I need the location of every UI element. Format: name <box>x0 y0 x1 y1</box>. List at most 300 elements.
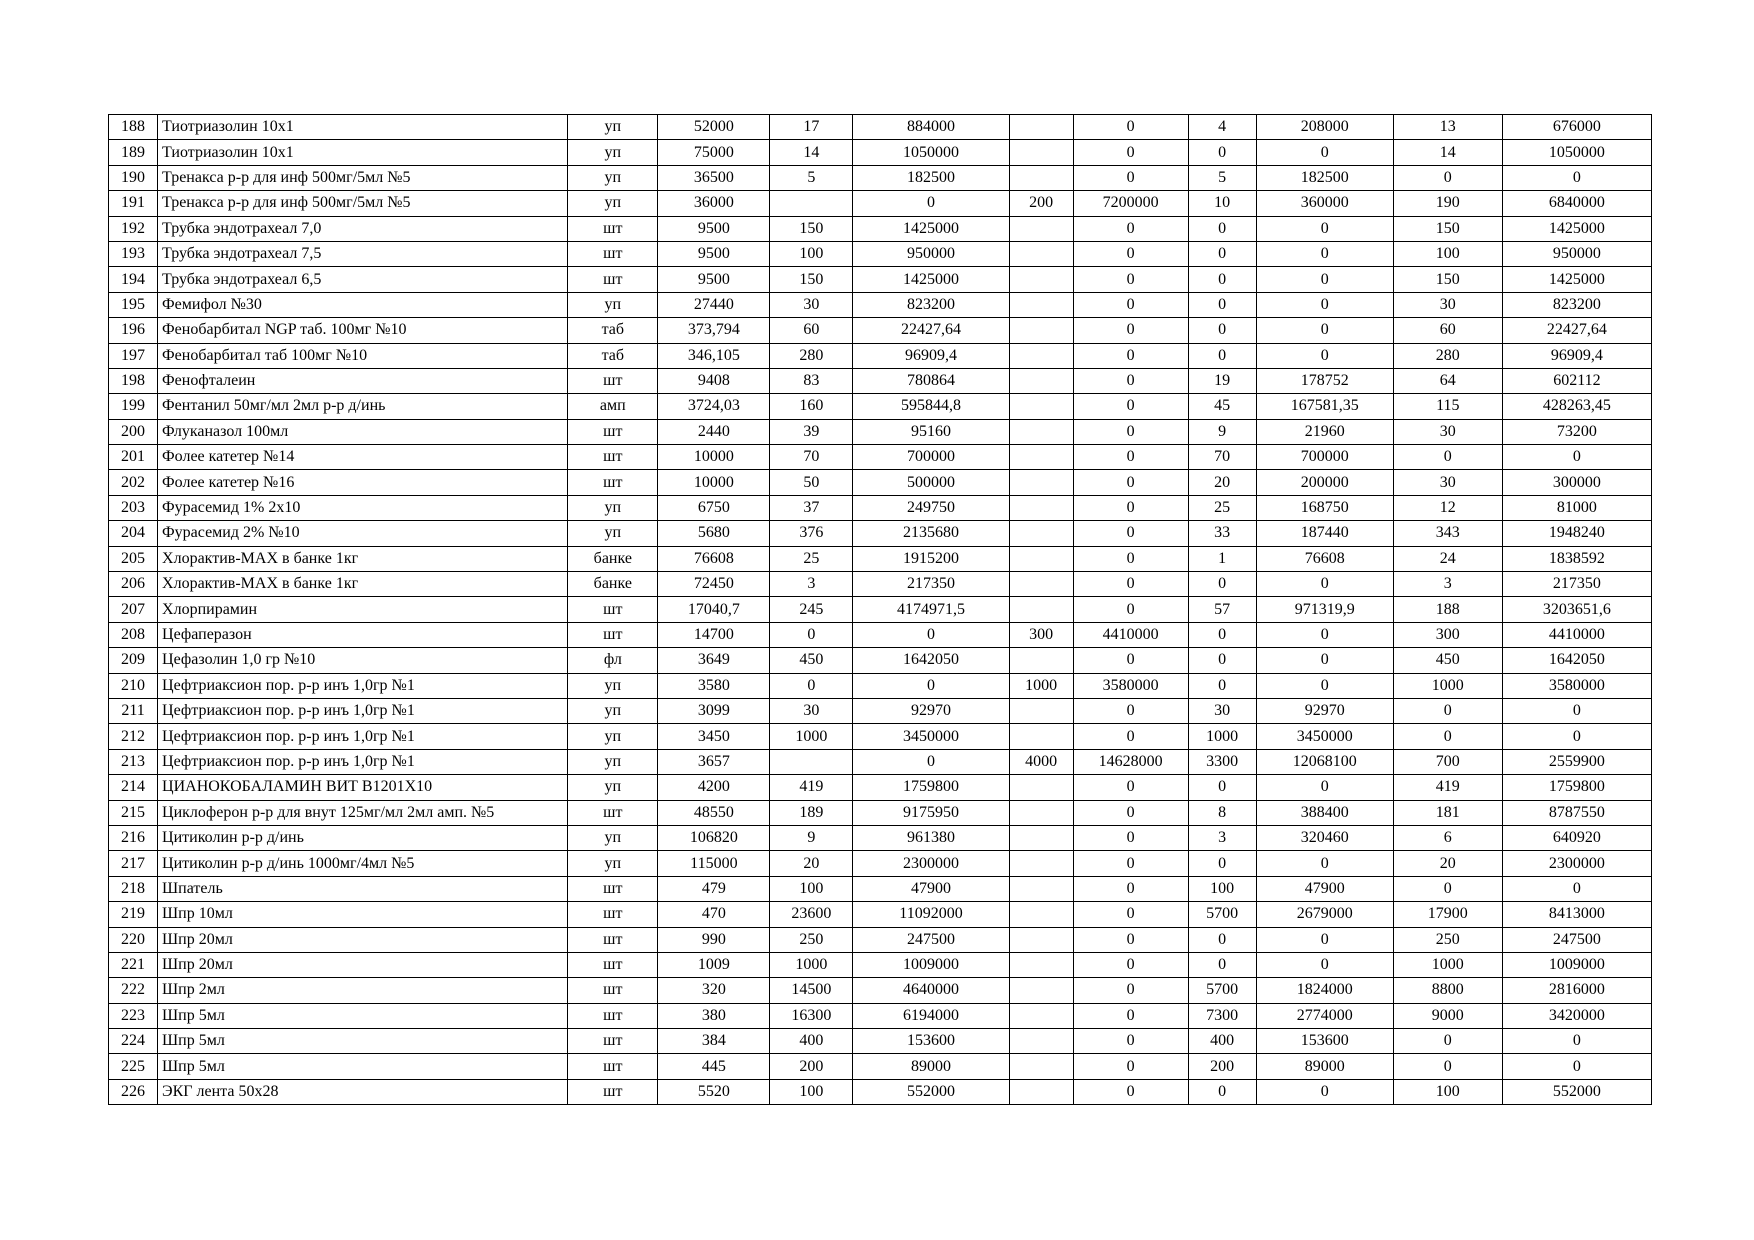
cell-qty-end: 300 <box>1393 622 1502 647</box>
table-row <box>109 546 1652 571</box>
cell-qty-received <box>1009 165 1073 190</box>
cell-sum-end: 1425000 <box>1502 216 1651 241</box>
cell-qty-received <box>1009 724 1073 749</box>
cell-sum-received: 0 <box>1073 368 1188 393</box>
cell-unit: шт <box>568 952 658 977</box>
cell-unit: шт <box>568 368 658 393</box>
cell-sum-received: 0 <box>1073 1029 1188 1054</box>
cell-row-number: 191 <box>109 191 158 216</box>
cell-qty-end: 700 <box>1393 749 1502 774</box>
cell-qty-received <box>1009 825 1073 850</box>
cell-qty-start: 30 <box>770 698 853 723</box>
cell-sum-issued: 92970 <box>1256 698 1393 723</box>
cell-unit: уп <box>568 495 658 520</box>
cell-unit: уп <box>568 749 658 774</box>
table-row <box>109 267 1652 292</box>
cell-qty-issued: 0 <box>1188 241 1256 266</box>
cell-qty-start: 200 <box>770 1054 853 1079</box>
cell-qty-issued: 7300 <box>1188 1003 1256 1028</box>
cell-qty-issued: 8 <box>1188 800 1256 825</box>
cell-row-number: 209 <box>109 648 158 673</box>
cell-sum-end: 73200 <box>1502 419 1651 444</box>
cell-qty-received <box>1009 1054 1073 1079</box>
cell-sum-issued: 76608 <box>1256 546 1393 571</box>
cell-row-number: 200 <box>109 419 158 444</box>
cell-item-name: ЦИАНОКОБАЛАМИН ВИТ В1201Х10 <box>158 775 568 800</box>
cell-sum-issued: 208000 <box>1256 115 1393 140</box>
cell-sum-end: 1425000 <box>1502 267 1651 292</box>
cell-qty-end: 12 <box>1393 495 1502 520</box>
cell-row-number: 189 <box>109 140 158 165</box>
cell-sum-received: 0 <box>1073 1054 1188 1079</box>
cell-qty-received <box>1009 698 1073 723</box>
cell-qty-end: 0 <box>1393 698 1502 723</box>
cell-qty-issued: 19 <box>1188 368 1256 393</box>
cell-unit-price: 3450 <box>658 724 770 749</box>
cell-qty-end: 60 <box>1393 318 1502 343</box>
cell-item-name: Цефазолин 1,0 гр №10 <box>158 648 568 673</box>
cell-qty-received <box>1009 419 1073 444</box>
cell-qty-received <box>1009 978 1073 1003</box>
cell-qty-issued: 0 <box>1188 775 1256 800</box>
cell-qty-start: 1000 <box>770 724 853 749</box>
cell-sum-start: 3450000 <box>853 724 1009 749</box>
cell-unit-price: 9500 <box>658 267 770 292</box>
cell-sum-received: 0 <box>1073 115 1188 140</box>
cell-unit: уп <box>568 825 658 850</box>
cell-row-number: 201 <box>109 445 158 470</box>
cell-qty-start: 376 <box>770 521 853 546</box>
table-row <box>109 851 1652 876</box>
cell-sum-start: 1050000 <box>853 140 1009 165</box>
cell-qty-end: 14 <box>1393 140 1502 165</box>
table-row <box>109 927 1652 952</box>
cell-item-name: Шпр 10мл <box>158 902 568 927</box>
cell-sum-issued: 0 <box>1256 292 1393 317</box>
cell-qty-issued: 0 <box>1188 1079 1256 1104</box>
cell-sum-received: 0 <box>1073 546 1188 571</box>
cell-qty-end: 343 <box>1393 521 1502 546</box>
cell-qty-end: 20 <box>1393 851 1502 876</box>
cell-unit: уп <box>568 775 658 800</box>
cell-sum-start: 153600 <box>853 1029 1009 1054</box>
cell-sum-issued: 0 <box>1256 318 1393 343</box>
cell-qty-end: 0 <box>1393 165 1502 190</box>
cell-unit-price: 14700 <box>658 622 770 647</box>
table-row <box>109 597 1652 622</box>
cell-item-name: Шпр 5мл <box>158 1003 568 1028</box>
cell-item-name: Цефтриаксион пор. р-р инъ 1,0гр №1 <box>158 724 568 749</box>
cell-sum-end: 300000 <box>1502 470 1651 495</box>
cell-unit-price: 36000 <box>658 191 770 216</box>
cell-qty-issued: 30 <box>1188 698 1256 723</box>
cell-unit: шт <box>568 1003 658 1028</box>
cell-qty-end: 100 <box>1393 1079 1502 1104</box>
cell-row-number: 223 <box>109 1003 158 1028</box>
cell-unit: уп <box>568 140 658 165</box>
cell-qty-end: 24 <box>1393 546 1502 571</box>
table-row <box>109 775 1652 800</box>
cell-qty-issued: 33 <box>1188 521 1256 546</box>
cell-sum-issued: 167581,35 <box>1256 394 1393 419</box>
cell-sum-end: 2300000 <box>1502 851 1651 876</box>
table-row <box>109 952 1652 977</box>
cell-qty-received <box>1009 267 1073 292</box>
cell-qty-start: 50 <box>770 470 853 495</box>
cell-sum-start: 0 <box>853 622 1009 647</box>
cell-sum-received: 0 <box>1073 1079 1188 1104</box>
cell-qty-issued: 0 <box>1188 343 1256 368</box>
cell-sum-received: 0 <box>1073 445 1188 470</box>
table-row <box>109 749 1652 774</box>
table-row <box>109 495 1652 520</box>
cell-qty-issued: 5700 <box>1188 978 1256 1003</box>
table-row <box>109 724 1652 749</box>
cell-sum-start: 884000 <box>853 115 1009 140</box>
cell-unit: шт <box>568 1054 658 1079</box>
table-row <box>109 902 1652 927</box>
cell-qty-end: 0 <box>1393 445 1502 470</box>
cell-qty-issued: 45 <box>1188 394 1256 419</box>
table-row <box>109 876 1652 901</box>
cell-sum-received: 0 <box>1073 698 1188 723</box>
cell-sum-received: 14628000 <box>1073 749 1188 774</box>
cell-sum-received: 0 <box>1073 851 1188 876</box>
cell-row-number: 221 <box>109 952 158 977</box>
cell-unit-price: 5520 <box>658 1079 770 1104</box>
cell-qty-issued: 4 <box>1188 115 1256 140</box>
cell-row-number: 207 <box>109 597 158 622</box>
cell-qty-issued: 0 <box>1188 292 1256 317</box>
cell-unit-price: 52000 <box>658 115 770 140</box>
cell-qty-start: 150 <box>770 216 853 241</box>
cell-qty-end: 30 <box>1393 470 1502 495</box>
table-row <box>109 622 1652 647</box>
cell-unit-price: 445 <box>658 1054 770 1079</box>
cell-qty-received <box>1009 1079 1073 1104</box>
cell-item-name: Флуканазол 100мл <box>158 419 568 444</box>
table-row <box>109 140 1652 165</box>
cell-qty-received <box>1009 445 1073 470</box>
cell-item-name: Шпр 20мл <box>158 927 568 952</box>
cell-unit-price: 36500 <box>658 165 770 190</box>
cell-row-number: 213 <box>109 749 158 774</box>
cell-sum-end: 22427,64 <box>1502 318 1651 343</box>
cell-unit-price: 373,794 <box>658 318 770 343</box>
cell-sum-start: 950000 <box>853 241 1009 266</box>
cell-unit: шт <box>568 267 658 292</box>
cell-row-number: 211 <box>109 698 158 723</box>
cell-sum-received: 0 <box>1073 292 1188 317</box>
cell-qty-end: 181 <box>1393 800 1502 825</box>
cell-row-number: 188 <box>109 115 158 140</box>
cell-sum-start: 2300000 <box>853 851 1009 876</box>
cell-row-number: 199 <box>109 394 158 419</box>
cell-sum-issued: 0 <box>1256 648 1393 673</box>
cell-row-number: 226 <box>109 1079 158 1104</box>
cell-sum-end: 1759800 <box>1502 775 1651 800</box>
cell-sum-end: 1838592 <box>1502 546 1651 571</box>
cell-item-name: Шпр 5мл <box>158 1029 568 1054</box>
cell-sum-end: 0 <box>1502 1029 1651 1054</box>
cell-sum-issued: 2679000 <box>1256 902 1393 927</box>
cell-qty-start: 189 <box>770 800 853 825</box>
cell-unit-price: 5680 <box>658 521 770 546</box>
cell-item-name: Цефтриаксион пор. р-р инъ 1,0гр №1 <box>158 698 568 723</box>
cell-sum-issued: 47900 <box>1256 876 1393 901</box>
cell-qty-start <box>770 749 853 774</box>
cell-sum-received: 0 <box>1073 978 1188 1003</box>
cell-qty-start: 160 <box>770 394 853 419</box>
cell-unit-price: 3657 <box>658 749 770 774</box>
cell-unit: таб <box>568 318 658 343</box>
cell-item-name: Шпатель <box>158 876 568 901</box>
cell-sum-issued: 0 <box>1256 140 1393 165</box>
cell-row-number: 216 <box>109 825 158 850</box>
cell-item-name: Цитиколин р-р д/инь <box>158 825 568 850</box>
cell-sum-received: 0 <box>1073 140 1188 165</box>
cell-qty-start: 3 <box>770 572 853 597</box>
cell-unit-price: 3724,03 <box>658 394 770 419</box>
cell-sum-received: 0 <box>1073 825 1188 850</box>
table-row <box>109 1079 1652 1104</box>
table-row <box>109 292 1652 317</box>
table-row <box>109 318 1652 343</box>
cell-row-number: 197 <box>109 343 158 368</box>
cell-qty-end: 250 <box>1393 927 1502 952</box>
cell-sum-issued: 89000 <box>1256 1054 1393 1079</box>
cell-sum-issued: 320460 <box>1256 825 1393 850</box>
cell-sum-start: 595844,8 <box>853 394 1009 419</box>
table-row <box>109 800 1652 825</box>
cell-unit-price: 10000 <box>658 470 770 495</box>
cell-qty-end: 17900 <box>1393 902 1502 927</box>
cell-row-number: 190 <box>109 165 158 190</box>
cell-sum-start: 22427,64 <box>853 318 1009 343</box>
cell-unit-price: 6750 <box>658 495 770 520</box>
cell-sum-issued: 0 <box>1256 343 1393 368</box>
cell-qty-issued: 400 <box>1188 1029 1256 1054</box>
cell-sum-received: 0 <box>1073 216 1188 241</box>
cell-qty-received: 4000 <box>1009 749 1073 774</box>
table-row <box>109 572 1652 597</box>
cell-sum-end: 6840000 <box>1502 191 1651 216</box>
table-row <box>109 698 1652 723</box>
cell-qty-start: 400 <box>770 1029 853 1054</box>
cell-sum-start: 1425000 <box>853 267 1009 292</box>
cell-row-number: 208 <box>109 622 158 647</box>
cell-qty-issued: 3 <box>1188 825 1256 850</box>
cell-sum-end: 4410000 <box>1502 622 1651 647</box>
cell-unit-price: 346,105 <box>658 343 770 368</box>
cell-sum-received: 0 <box>1073 597 1188 622</box>
cell-sum-end: 2816000 <box>1502 978 1651 1003</box>
cell-unit: таб <box>568 343 658 368</box>
cell-qty-end: 188 <box>1393 597 1502 622</box>
cell-sum-end: 3203651,6 <box>1502 597 1651 622</box>
cell-unit-price: 10000 <box>658 445 770 470</box>
cell-row-number: 210 <box>109 673 158 698</box>
cell-qty-start: 100 <box>770 1079 853 1104</box>
cell-row-number: 225 <box>109 1054 158 1079</box>
cell-unit: шт <box>568 241 658 266</box>
cell-unit-price: 3580 <box>658 673 770 698</box>
cell-qty-start: 16300 <box>770 1003 853 1028</box>
cell-unit-price: 3099 <box>658 698 770 723</box>
cell-unit: уп <box>568 851 658 876</box>
cell-unit: банке <box>568 546 658 571</box>
cell-qty-end: 64 <box>1393 368 1502 393</box>
cell-item-name: Тренакса р-р для инф 500мг/5мл №5 <box>158 165 568 190</box>
cell-sum-end: 217350 <box>1502 572 1651 597</box>
cell-sum-end: 1642050 <box>1502 648 1651 673</box>
cell-item-name: Шпр 2мл <box>158 978 568 1003</box>
cell-unit-price: 990 <box>658 927 770 952</box>
cell-unit: шт <box>568 622 658 647</box>
cell-qty-issued: 0 <box>1188 267 1256 292</box>
cell-unit: уп <box>568 724 658 749</box>
cell-qty-received <box>1009 546 1073 571</box>
cell-item-name: Фенобарбитал таб 100мг №10 <box>158 343 568 368</box>
cell-qty-end: 280 <box>1393 343 1502 368</box>
cell-item-name: Цефтриаксион пор. р-р инъ 1,0гр №1 <box>158 749 568 774</box>
cell-sum-issued: 0 <box>1256 775 1393 800</box>
cell-row-number: 219 <box>109 902 158 927</box>
cell-item-name: Циклоферон р-р для внут 125мг/мл 2мл амп. №5 <box>158 800 568 825</box>
cell-qty-start: 0 <box>770 673 853 698</box>
inventory-table <box>108 114 1652 1105</box>
table-row <box>109 978 1652 1003</box>
cell-sum-end: 640920 <box>1502 825 1651 850</box>
cell-qty-received <box>1009 318 1073 343</box>
cell-sum-received: 0 <box>1073 470 1188 495</box>
cell-qty-end: 30 <box>1393 292 1502 317</box>
cell-unit-price: 4200 <box>658 775 770 800</box>
cell-qty-end: 9000 <box>1393 1003 1502 1028</box>
cell-sum-issued: 21960 <box>1256 419 1393 444</box>
cell-unit-price: 9408 <box>658 368 770 393</box>
cell-qty-start: 1000 <box>770 952 853 977</box>
cell-sum-end: 1050000 <box>1502 140 1651 165</box>
cell-sum-end: 0 <box>1502 165 1651 190</box>
cell-qty-end: 3 <box>1393 572 1502 597</box>
cell-row-number: 215 <box>109 800 158 825</box>
cell-sum-received: 0 <box>1073 876 1188 901</box>
cell-qty-issued: 10 <box>1188 191 1256 216</box>
cell-sum-received: 0 <box>1073 241 1188 266</box>
cell-sum-received: 0 <box>1073 419 1188 444</box>
cell-qty-issued: 3300 <box>1188 749 1256 774</box>
cell-unit: уп <box>568 191 658 216</box>
cell-sum-received: 0 <box>1073 165 1188 190</box>
cell-unit-price: 17040,7 <box>658 597 770 622</box>
cell-sum-received: 0 <box>1073 495 1188 520</box>
cell-item-name: Фурасемид 2% №10 <box>158 521 568 546</box>
cell-unit: банке <box>568 572 658 597</box>
table-row <box>109 1054 1652 1079</box>
cell-unit: амп <box>568 394 658 419</box>
cell-item-name: Тиотриазолин 10х1 <box>158 140 568 165</box>
cell-item-name: Фолее катетер №14 <box>158 445 568 470</box>
cell-qty-start: 450 <box>770 648 853 673</box>
cell-unit-price: 75000 <box>658 140 770 165</box>
cell-sum-received: 4410000 <box>1073 622 1188 647</box>
cell-sum-issued: 187440 <box>1256 521 1393 546</box>
cell-unit: шт <box>568 419 658 444</box>
cell-row-number: 196 <box>109 318 158 343</box>
cell-sum-start: 9175950 <box>853 800 1009 825</box>
cell-item-name: Шпр 20мл <box>158 952 568 977</box>
table-row <box>109 825 1652 850</box>
cell-qty-start: 9 <box>770 825 853 850</box>
cell-unit: уп <box>568 292 658 317</box>
cell-qty-end: 419 <box>1393 775 1502 800</box>
table-row <box>109 470 1652 495</box>
cell-row-number: 224 <box>109 1029 158 1054</box>
cell-sum-end: 428263,45 <box>1502 394 1651 419</box>
cell-unit: шт <box>568 1079 658 1104</box>
cell-sum-received: 0 <box>1073 394 1188 419</box>
cell-qty-received <box>1009 521 1073 546</box>
cell-sum-end: 602112 <box>1502 368 1651 393</box>
cell-unit-price: 27440 <box>658 292 770 317</box>
cell-qty-end: 150 <box>1393 216 1502 241</box>
cell-sum-received: 0 <box>1073 800 1188 825</box>
cell-qty-start: 5 <box>770 165 853 190</box>
cell-qty-start: 245 <box>770 597 853 622</box>
cell-qty-start: 70 <box>770 445 853 470</box>
cell-row-number: 214 <box>109 775 158 800</box>
cell-sum-issued: 700000 <box>1256 445 1393 470</box>
cell-sum-end: 950000 <box>1502 241 1651 266</box>
cell-qty-end: 6 <box>1393 825 1502 850</box>
cell-item-name: Трубка эндотрахеал 7,5 <box>158 241 568 266</box>
table-row <box>109 216 1652 241</box>
cell-unit: уп <box>568 673 658 698</box>
cell-qty-issued: 1000 <box>1188 724 1256 749</box>
cell-item-name: Фенобарбитал NGP таб. 100мг №10 <box>158 318 568 343</box>
table-row <box>109 1003 1652 1028</box>
cell-unit: шт <box>568 216 658 241</box>
cell-qty-received <box>1009 470 1073 495</box>
cell-qty-start: 100 <box>770 241 853 266</box>
cell-row-number: 220 <box>109 927 158 952</box>
cell-item-name: Трубка эндотрахеал 6,5 <box>158 267 568 292</box>
cell-row-number: 192 <box>109 216 158 241</box>
cell-sum-end: 8787550 <box>1502 800 1651 825</box>
cell-qty-received <box>1009 851 1073 876</box>
cell-sum-end: 823200 <box>1502 292 1651 317</box>
cell-sum-issued: 153600 <box>1256 1029 1393 1054</box>
cell-unit-price: 479 <box>658 876 770 901</box>
cell-sum-end: 0 <box>1502 1054 1651 1079</box>
cell-qty-start: 30 <box>770 292 853 317</box>
cell-qty-end: 0 <box>1393 1054 1502 1079</box>
cell-sum-issued: 0 <box>1256 851 1393 876</box>
cell-item-name: Цитиколин р-р д/инь 1000мг/4мл №5 <box>158 851 568 876</box>
cell-unit: шт <box>568 597 658 622</box>
cell-qty-start: 20 <box>770 851 853 876</box>
cell-sum-start: 0 <box>853 191 1009 216</box>
cell-qty-received <box>1009 572 1073 597</box>
cell-sum-issued: 182500 <box>1256 165 1393 190</box>
cell-qty-received: 1000 <box>1009 673 1073 698</box>
cell-unit-price: 106820 <box>658 825 770 850</box>
cell-sum-issued: 0 <box>1256 1079 1393 1104</box>
cell-sum-issued: 971319,9 <box>1256 597 1393 622</box>
inventory-table-body <box>109 115 1652 1105</box>
cell-sum-start: 96909,4 <box>853 343 1009 368</box>
